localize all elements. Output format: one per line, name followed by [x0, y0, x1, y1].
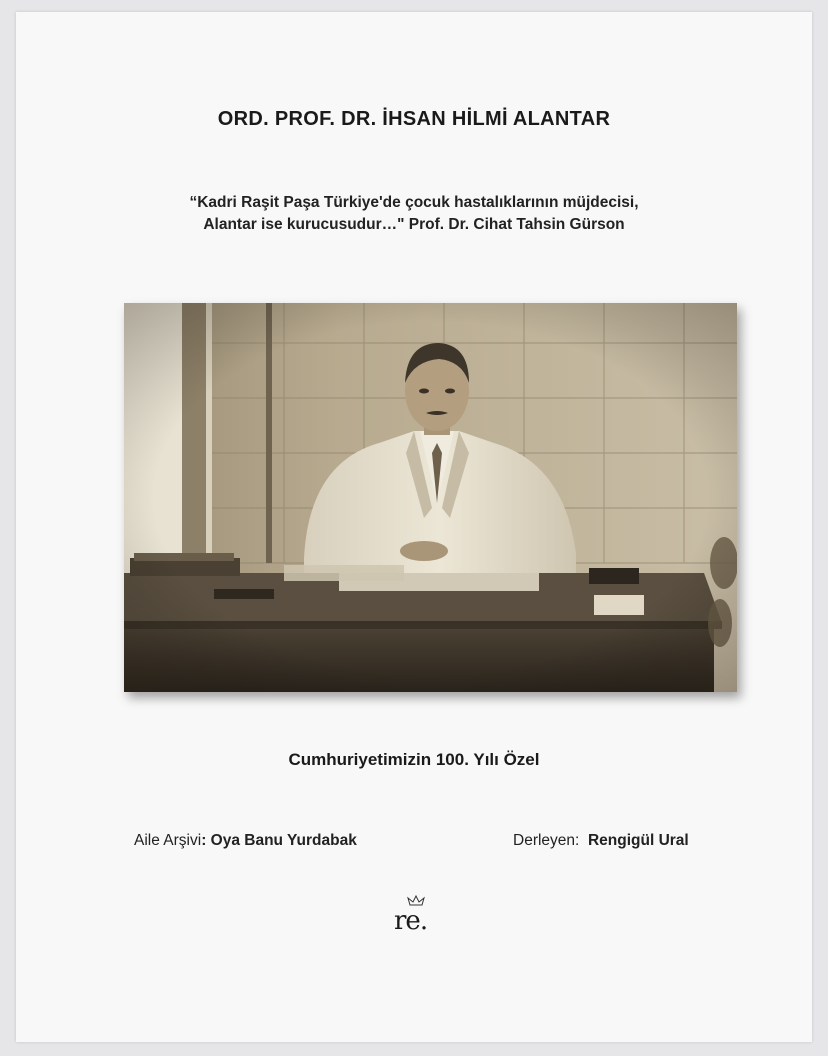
epigraph-quote — [16, 192, 812, 236]
publisher-logo — [386, 894, 446, 944]
quote-line-2: Alantar ise kurucusudur…" Prof. Dr. Cihat Tahsin Gürson — [203, 216, 625, 233]
archive-label: Aile Arşivi — [134, 832, 202, 849]
page-title: ORD. PROF. DR. İHSAN HİLMİ ALANTAR — [217, 108, 611, 130]
page-subtitle: Cumhuriyetimizin 100. Yılı Özel — [288, 750, 540, 769]
logo-text: re. — [394, 906, 428, 936]
compiler-credit — [513, 832, 689, 850]
archive-name: Oya Banu Yurdabak — [210, 832, 357, 849]
compiler-label: Derleyen: — [513, 832, 580, 849]
portrait-photo — [124, 303, 737, 692]
archive-separator: : — [201, 832, 211, 849]
compiler-name: Rengigül Ural — [587, 832, 689, 849]
archive-credit — [134, 832, 357, 850]
document-page — [16, 12, 812, 1042]
quote-line-1: “Kadri Raşit Paşa Türkiye'de çocuk hastalıklarının müjdecisi, — [189, 194, 639, 211]
